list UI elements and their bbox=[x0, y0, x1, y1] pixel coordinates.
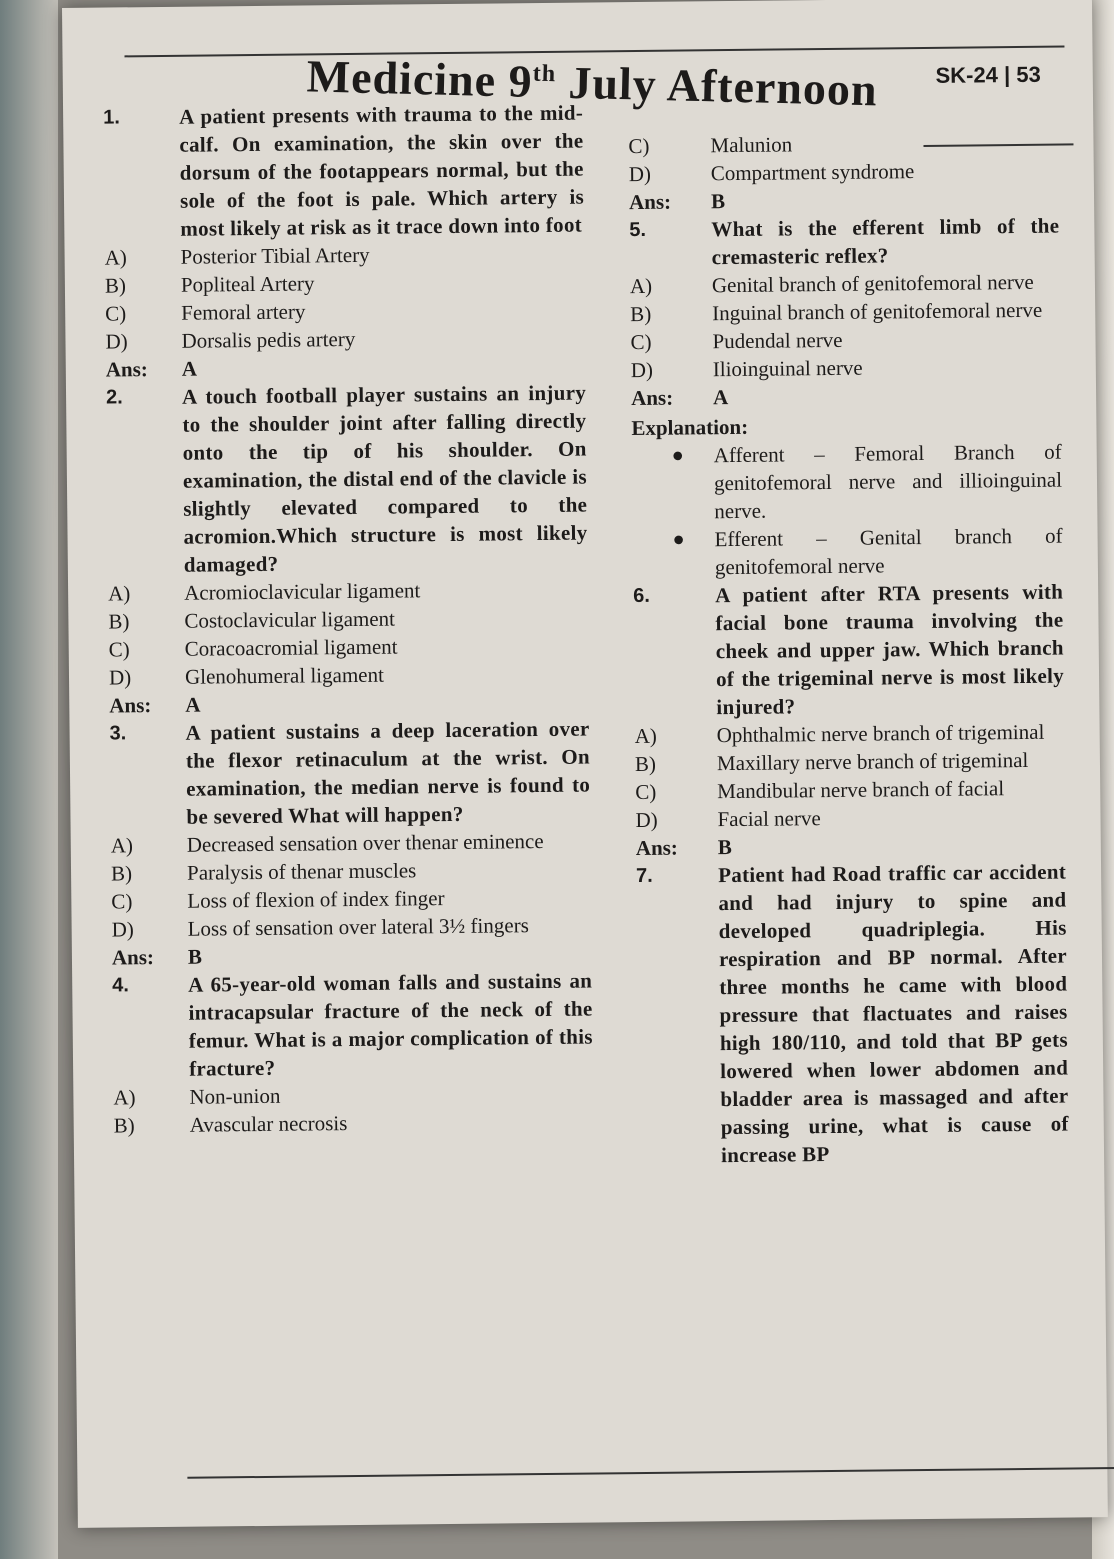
question-text: What is the efferent limb of the cremasteric reflex? bbox=[711, 213, 1060, 270]
question-text: A patient presents with trauma to the mid-calf. On examination, the skin over the dorsum of the footappears normal, but the sole of the foot is pale. Which artery is most likely at risk as it trace down into foot bbox=[179, 100, 585, 241]
answer: Ans: A bbox=[109, 692, 201, 718]
option: C) Pudendal nerve bbox=[630, 327, 843, 355]
question-2: 2. A touch football player sustains an injury to the shoulder joint after falling directly onto the tip of his shoulder. On examination, the distal end of the clavicle is slightly elevated compared to the acromion.Which structure is most likely damaged? bbox=[105, 380, 588, 577]
question-text: A 65-year-old woman falls and sustains an intracapsular fracture of the neck of the femur. What is a major complication of this fracture? bbox=[188, 968, 593, 1081]
option: A) Ophthalmic nerve branch of trigeminal bbox=[634, 719, 1045, 749]
option: B) Popliteal Artery bbox=[104, 271, 315, 298]
page-number: SK-24 | 53 bbox=[935, 61, 1041, 88]
question-text: A patient sustains a deep laceration over the flexor retinaculum at the wrist. On examination, the median nerve is found to be severed What will happen? bbox=[185, 716, 591, 829]
option: C) Coracoacromial ligament bbox=[108, 634, 398, 662]
option: C) Mandibular nerve branch of facial bbox=[635, 776, 1005, 805]
question-6: 6. A patient after RTA presents with facial bone trauma involving the cheek and upper jaw. Which branch of the trigeminal nerve is most likely injured? bbox=[633, 579, 1065, 720]
option: D) Loss of sensation over lateral 3½ fingers bbox=[111, 913, 529, 942]
option: D) Compartment syndrome bbox=[628, 159, 915, 187]
explanation-bullet: ● Efferent – Genital branch of genitofemoral nerve bbox=[672, 523, 1063, 580]
answer: Ans: A bbox=[630, 385, 729, 411]
option: B) Paralysis of thenar muscles bbox=[110, 858, 417, 886]
question-4: 4. A 65-year-old woman falls and sustains an intracapsular fracture of the neck of the femur. What is a major complication of this fracture? bbox=[112, 968, 593, 1081]
left-column bbox=[103, 99, 594, 1140]
explanation-heading: Explanation: bbox=[631, 414, 749, 441]
option: A) Acromioclavicular ligament bbox=[108, 578, 421, 606]
explanation-bullet: ● Afferent – Femoral Branch of genitofemoral nerve and illioinguinal nerve. bbox=[671, 439, 1063, 524]
option: A) Decreased sensation over thenar eminence bbox=[110, 829, 544, 858]
right-column bbox=[628, 128, 1069, 1170]
option: B) Costoclavicular ligament bbox=[108, 606, 396, 634]
option: B) Inguinal branch of genitofemoral nerve bbox=[630, 297, 1043, 327]
question-text: Patient had Road traffic car accident and had injury to spine and developed quadriplegia. His respiration and BP normal. After three months he came with blood pressure that flactuates and raises high 180/110, and told that BP gets lowered when lower abdomen and bladder area is massaged and after passing urine, what is cause of increase BP bbox=[717, 859, 1069, 1168]
page-title: Medicine 9th July Afternoon bbox=[306, 50, 879, 116]
option: C) Loss of flexion of index finger bbox=[111, 886, 445, 914]
option: D) Dorsalis pedis artery bbox=[105, 326, 356, 354]
option: A) Genital branch of genitofemoral nerve bbox=[629, 269, 1034, 299]
option: D) Ilioinguinal nerve bbox=[630, 355, 863, 383]
question-3: 3. A patient sustains a deep laceration over the flexor retinaculum at the wrist. On examination, the median nerve is found to be severed What will happen? bbox=[109, 716, 591, 829]
answer: Ans: B bbox=[111, 944, 203, 970]
question-5: 5. What is the efferent limb of the cremasteric reflex? bbox=[629, 213, 1060, 270]
book-spine-shadow bbox=[0, 0, 58, 1559]
question-text: A patient after RTA presents with facial bone trauma involving the cheek and upper jaw. Which branch of the trigeminal nerve is most likely injured? bbox=[715, 579, 1065, 720]
answer: Ans: B bbox=[628, 189, 726, 215]
question-7: 7. Patient had Road traffic car accident and had injury to spine and developed quadriplegia. His respiration and BP normal. After three months he came with blood pressure that flactuates and raises high 180/110, and told that BP gets lowered when lower abdomen and bladder area is massaged and after passing urine, what is cause of increase BP bbox=[636, 859, 1069, 1168]
option: C) Femoral artery bbox=[105, 299, 306, 326]
book-page bbox=[62, 0, 1108, 1528]
footer-rule bbox=[187, 1467, 1114, 1479]
option: A) Posterior Tibial Artery bbox=[104, 242, 370, 270]
answer: Ans: B bbox=[635, 835, 732, 861]
option: D) Facial nerve bbox=[635, 806, 821, 833]
answer: Ans: A bbox=[105, 356, 198, 382]
option: B) Maxillary nerve branch of trigeminal bbox=[634, 747, 1029, 777]
option: D) Glenohumeral ligament bbox=[108, 662, 384, 690]
option: B) Avascular necrosis bbox=[113, 1111, 348, 1138]
question-text: A touch football player sustains an injury to the shoulder joint after falling directly onto the tip of his shoulder. On examination, the distal end of the clavicle is slightly elevated compared to the acromion.Which structure is most likely damaged? bbox=[181, 380, 588, 577]
question-1: 1. A patient presents with trauma to the mid-calf. On examination, the skin over the dorsum of the footappears normal, but the sole of the foot is pale. Which artery is most likely at risk as it trace down into foot bbox=[103, 100, 585, 241]
option: A) Non-union bbox=[113, 1083, 281, 1110]
option: C) Malunion bbox=[628, 132, 793, 159]
